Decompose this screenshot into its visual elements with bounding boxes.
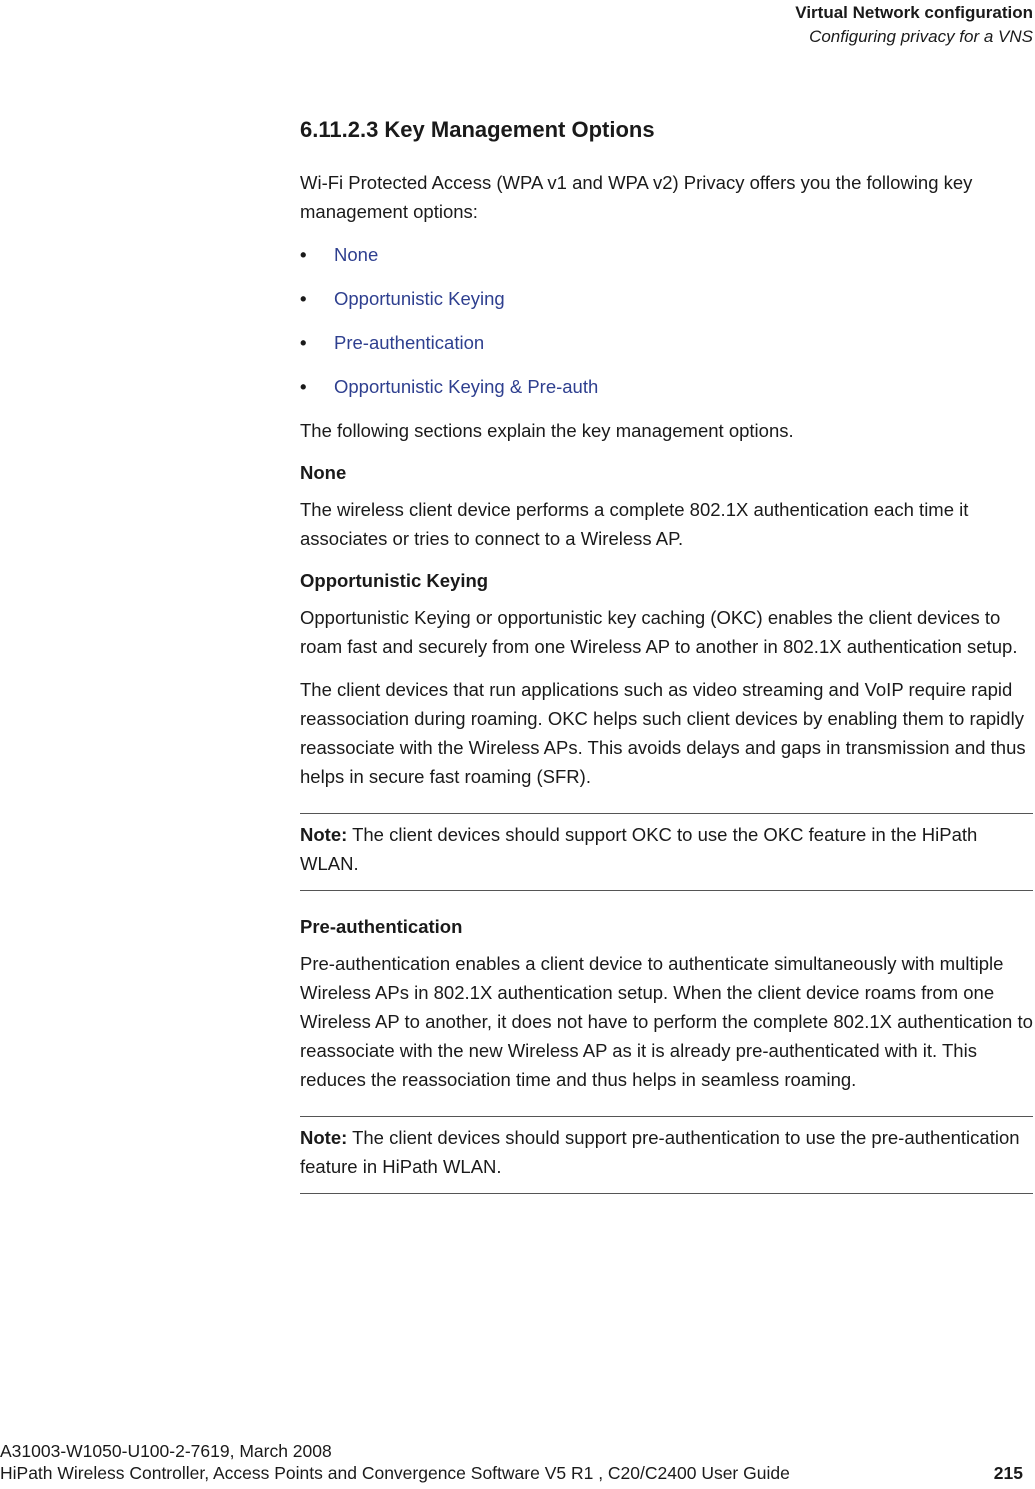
opportunistic-paragraph-2: The client devices that run applications such as video streaming and VoIP require rapid reassociation during roaming. OKC helps such client devices by enabling them to rapidly reassociate with the Wireless APs. This avoids delays and gaps in transmission and thus helps in secure fast roaming (SFR). <box>300 679 1026 787</box>
section-subtitle: Configuring privacy for a VNS <box>809 27 1033 46</box>
link-opportunistic-keying[interactable]: Opportunistic Keying <box>334 288 505 309</box>
bullet-icon: • <box>300 244 307 265</box>
bullet-icon: • <box>300 288 307 309</box>
note-text <box>300 1123 1033 1181</box>
note-label: Note: <box>300 1127 348 1148</box>
footer-guide-line <box>0 1462 1035 1484</box>
pre-authentication-paragraph: Pre-authentication enables a client device to authenticate simultaneously with multiple Wireless APs in 802.1X authentication setup. When the client device roams from one Wireless AP to another, it does not have to perform the complete 802.1X authentication to reassociate with the new Wireless AP as it is already pre-authenticated with it. This reduces the reassociation time and thus helps in seamless roaming. <box>300 953 1033 1090</box>
note-body: The client devices should support pre-authentication to use the pre-authentication feature in HiPath WLAN. <box>300 1127 1020 1177</box>
page-content <box>300 112 1033 1216</box>
list-item <box>300 372 1033 402</box>
bullet-icon: • <box>300 376 307 397</box>
page-footer <box>0 1440 1035 1484</box>
note-label: Note: <box>300 824 348 845</box>
list-item <box>300 284 1033 314</box>
chapter-title: Virtual Network configuration <box>795 3 1033 22</box>
note-text <box>300 820 1033 878</box>
note-body: The client devices should support OKC to use the OKC feature in the HiPath WLAN. <box>300 824 978 874</box>
document-id: A31003-W1050-U100-2-7619, March 2008 <box>0 1441 332 1461</box>
okc-note <box>300 813 1033 891</box>
pre-authentication-heading: Pre-authentication <box>300 916 463 937</box>
link-pre-authentication[interactable]: Pre-authentication <box>334 332 485 353</box>
link-none[interactable]: None <box>334 244 379 265</box>
none-heading: None <box>300 462 347 483</box>
intro-paragraph: Wi-Fi Protected Access (WPA v1 and WPA v2) Privacy offers you the following key management options: <box>300 172 973 222</box>
key-management-options-list <box>300 240 1033 402</box>
none-paragraph: The wireless client device performs a complete 802.1X authentication each time it associates or tries to connect to a Wireless AP. <box>300 499 969 549</box>
section-heading: 6.11.2.3 Key Management Options <box>300 117 655 142</box>
outro-paragraph: The following sections explain the key management options. <box>300 420 794 441</box>
link-opportunistic-keying-pre-auth[interactable]: Opportunistic Keying & Pre-auth <box>334 376 599 397</box>
preauth-note <box>300 1116 1033 1194</box>
list-item <box>300 328 1033 358</box>
list-item <box>300 240 1033 270</box>
bullet-icon: • <box>300 332 307 353</box>
running-header <box>795 0 1033 48</box>
page-number: 215 <box>993 1463 1023 1483</box>
guide-title: HiPath Wireless Controller, Access Points and Convergence Software V5 R1 , C20/C2400 User Guide <box>0 1463 790 1483</box>
opportunistic-paragraph-1: Opportunistic Keying or opportunistic key caching (OKC) enables the client devices to roam fast and securely from one Wireless AP to another in 802.1X authentication setup. <box>300 607 1018 657</box>
opportunistic-keying-heading: Opportunistic Keying <box>300 570 489 591</box>
